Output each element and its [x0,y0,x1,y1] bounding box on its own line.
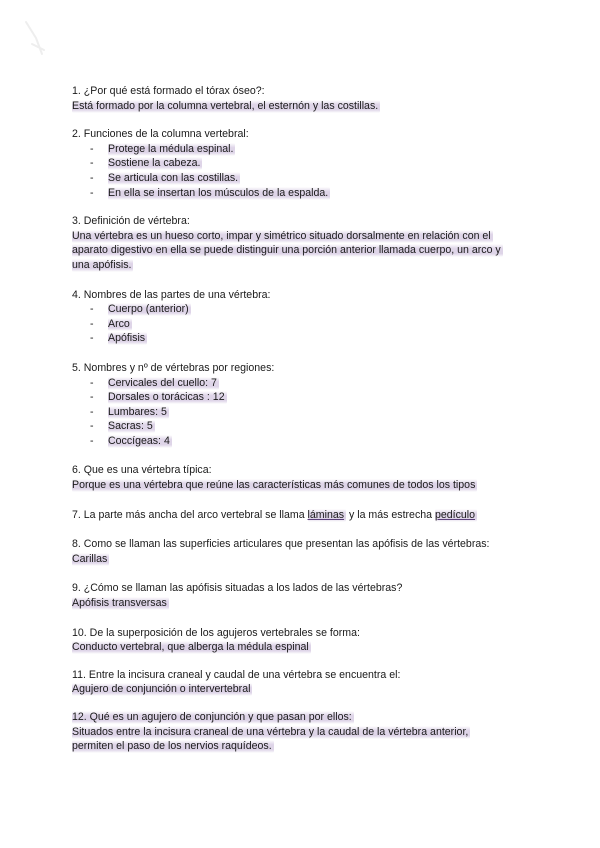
list-item: - Coccígeas: 4 [90,434,572,449]
list-item: - Cuerpo (anterior) [90,302,572,317]
question-11: 11. Entre la incisura craneal y caudal de una vértebra se encuentra el: [72,668,401,681]
list-item: - En ella se insertan los músculos de la espalda. [90,186,572,201]
answer-11: Agujero de conjunción o intervertebral [72,683,251,696]
question-12: 12. Qué es un agujero de conjunción y que pasan por ellos: [72,711,352,723]
list-item: - Sacras: 5 [90,419,572,434]
list-item: - Sostiene la cabeza. [90,156,572,171]
question-2: 2. Funciones de la columna vertebral: [72,128,249,141]
answer-1: Está formado por la columna vertebral, el esternón y las costillas. [72,99,379,112]
answer-3-line-1: Una vértebra es un hueso corto, impar y simétrico situado dorsalmente en relación con el [72,229,491,242]
answer-12-line-2: permiten el paso de los nervios raquídeos. [72,740,272,753]
regions-list [72,376,572,449]
term-pediculo: pedículo [434,508,476,521]
list-item: - Arco [90,317,572,332]
answer-10: Conducto vertebral, que alberga la médula espinal [72,641,309,654]
list-item: - Protege la médula espinal. [90,142,572,157]
answer-9: Apófisis transversas [72,597,167,610]
answer-8: Carillas [72,552,108,565]
list-item: - Apófisis [90,331,572,346]
question-7: 7. La parte más ancha del arco vertebral se llama láminas y la más estrecha pedículo [72,508,476,521]
answer-6: Porque es una vértebra que reúne las características más comunes de todos los tipos [72,479,476,492]
pencil-mark-icon [22,18,62,58]
functions-list [72,142,572,200]
question-5: 5. Nombres y nº de vértebras por regiones: [72,361,275,374]
question-10: 10. De la superposición de los agujeros vertebrales se forma: [72,626,360,639]
list-item: - Dorsales o torácicas : 12 [90,390,572,405]
answer-12-line-1: Situados entre la incisura craneal de una vértebra y la caudal de la vértebra anterior, [72,725,469,738]
question-3: 3. Definición de vértebra: [72,215,190,228]
parts-list [72,302,572,346]
document-body [72,84,572,754]
question-4: 4. Nombres de las partes de una vértebra: [72,288,271,301]
list-item: - Lumbares: 5 [90,405,572,420]
list-item: - Cervicales del cuello: 7 [90,376,572,391]
question-1: 1. ¿Por qué está formado el tórax óseo?: [72,85,265,97]
answer-3-line-2: aparato digestivo en ella se puede distinguir una porción anterior llamada cuerpo, un arco y [72,244,501,257]
term-laminas: láminas [307,508,345,521]
question-9: 9. ¿Cómo se llaman las apófisis situadas a los lados de las vértebras? [72,582,403,595]
answer-3-line-3: una apófisis. [72,258,132,271]
question-8: 8. Como se llaman las superficies articulares que presentan las apófisis de las vértebras: [72,538,490,551]
list-item: - Se articula con las costillas. [90,171,572,186]
question-6: 6. Que es una vértebra típica: [72,464,212,477]
